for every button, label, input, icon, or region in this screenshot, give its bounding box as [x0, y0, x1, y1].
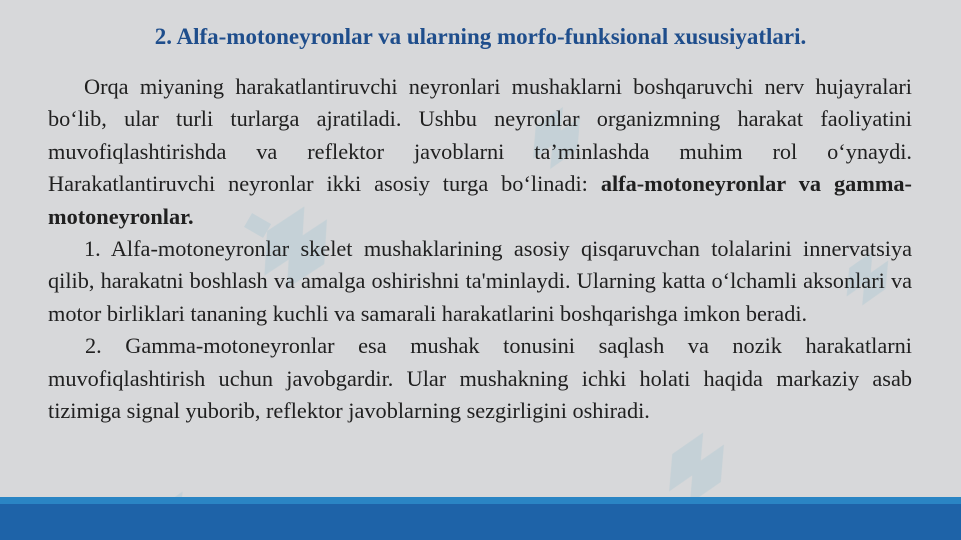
slide-body	[48, 71, 912, 427]
paragraph-intro-text: Orqa miyaning harakatlantiruvchi neyronlari mushaklarni boshqaruvchi nerv hujayralari bo‘lib, ular turli turlarga ajratiladi. Ushbu neyronlar organizmning harakat faoliyatini muvofiqlashtirishda va reflektor javoblarni ta’minlashda muhim rol o‘ynaydi. Harakatlantiruvchi neyronlar ikki asosiy turga bo‘linadi:	[48, 74, 912, 197]
paragraph-intro	[48, 71, 912, 233]
paragraph-item-2: 2. Gamma-motoneyronlar esa mushak tonusini saqlash va nozik harakatlarni muvofiqlashtirish uchun javobgardir. Ular mushakning ichki holati haqida markaziy asab tizimiga signal yuborib, reflektor javoblarning sezgirligini oshiradi.	[48, 333, 912, 424]
footer-band-dark	[0, 504, 961, 540]
paragraph-intro-bold: alfa-motoneyronlar va gamma-motoneyronlar.	[48, 171, 912, 229]
footer-band-light	[0, 497, 961, 504]
paragraph-item-1: 1. Alfa-motoneyronlar skelet mushaklarining asosiy qisqaruvchan tolalarini innervatsiya qilib, harakatni boshlash va amalga oshirishni ta'minlaydi. Ularning katta o‘lchamli aksonlari va motor birliklari tananing kuchli va samarali harakatlarini boshqarishga imkon beradi.	[48, 236, 912, 326]
slide-title: 2. Alfa-motoneyronlar va ularning morfo-funksional xususiyatlari.	[154, 24, 807, 49]
